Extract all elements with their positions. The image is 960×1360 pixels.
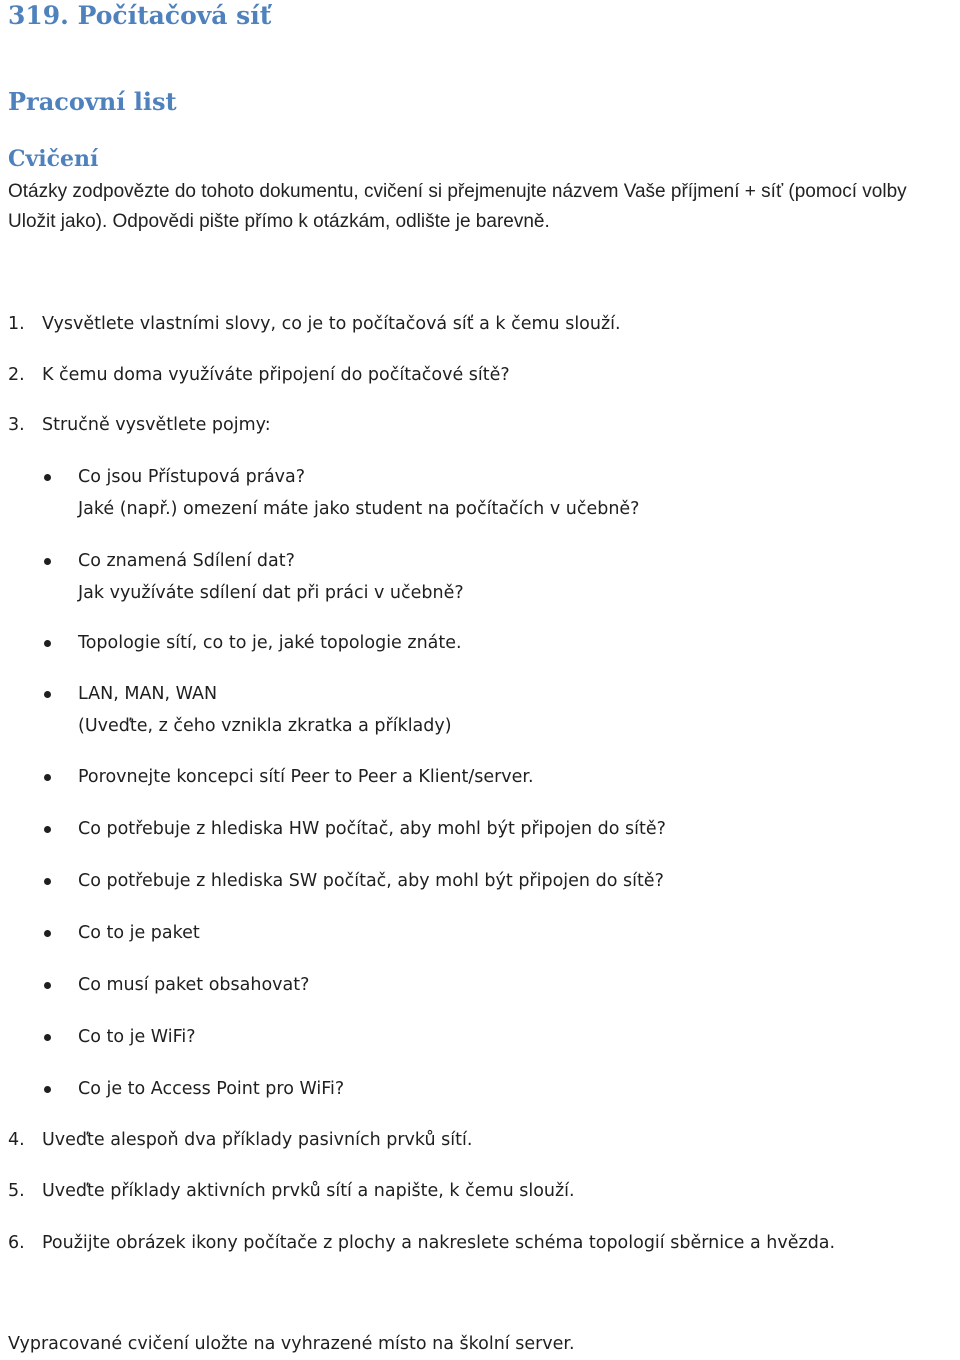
intro-paragraph: Otázky zodpovězte do tohoto dokumentu, cvičení si přejmenujte názvem Vaše příjmení + síť (pomocí volby Uložit jako). Odpovědi pište přímo k otázkám, odlište je barevně. xyxy=(8,181,907,232)
bullet-icon xyxy=(44,474,51,481)
list-item-text: Co znamená Sdílení dat? xyxy=(78,551,295,571)
bullet-icon xyxy=(44,930,51,937)
question-text: K čemu doma využíváte připojení do počítačové sítě? xyxy=(42,365,510,385)
list-item-text: Co to je paket xyxy=(78,923,200,943)
list-item-text: Jak využíváte sdílení dat při práci v učebně? xyxy=(78,583,464,603)
list-item-text: Topologie sítí, co to je, jaké topologie znáte. xyxy=(78,633,462,653)
list-item-text: Co je to Access Point pro WiFi? xyxy=(78,1079,345,1099)
bullet-icon xyxy=(44,826,51,833)
question-text: Použijte obrázek ikony počítače z plochy a nakreslete schéma topologií sběrnice a hvězda. xyxy=(42,1233,836,1253)
question-number: 3. xyxy=(8,415,25,435)
question-text: Uveďte příklady aktivních prvků sítí a napište, k čemu slouží. xyxy=(42,1181,575,1201)
bullet-icon xyxy=(44,558,51,565)
question-number: 5. xyxy=(8,1181,25,1201)
list-item-text: LAN, MAN, WAN xyxy=(78,684,218,704)
exercise-heading: Cvičení xyxy=(8,146,99,172)
question-number: 1. xyxy=(8,314,25,334)
list-item-text: Porovnejte koncepci sítí Peer to Peer a Klient/server. xyxy=(78,767,534,787)
list-item-text: Jaké (např.) omezení máte jako student na počítačích v učebně? xyxy=(78,499,640,519)
bullet-icon xyxy=(44,774,51,781)
bullet-icon xyxy=(44,640,51,647)
question-number: 6. xyxy=(8,1233,25,1253)
list-item-text: Co jsou Přístupová práva? xyxy=(78,467,306,487)
question-text: Uveďte alespoň dva příklady pasivních prvků sítí. xyxy=(42,1130,473,1150)
list-item-text: Co musí paket obsahovat? xyxy=(78,975,310,995)
bullet-icon xyxy=(44,878,51,885)
page-title: 319. Počítačová síť xyxy=(8,1,272,30)
question-text: Stručně vysvětlete pojmy: xyxy=(42,415,271,435)
question-number: 4. xyxy=(8,1130,25,1150)
worksheet-heading: Pracovní list xyxy=(8,87,177,116)
list-item-text: Co to je WiFi? xyxy=(78,1027,196,1047)
list-item-text: Co potřebuje z hlediska HW počítač, aby mohl být připojen do sítě? xyxy=(78,819,666,839)
bullet-icon xyxy=(44,1086,51,1093)
footer-note: Vypracované cvičení uložte na vyhrazené místo na školní server. xyxy=(8,1334,575,1354)
bullet-icon xyxy=(44,1034,51,1041)
question-text: Vysvětlete vlastními slovy, co je to počítačová síť a k čemu slouží. xyxy=(42,314,621,334)
question-number: 2. xyxy=(8,365,25,385)
bullet-icon xyxy=(44,691,51,698)
list-item-text: Co potřebuje z hlediska SW počítač, aby mohl být připojen do sítě? xyxy=(78,871,664,891)
bullet-icon xyxy=(44,982,51,989)
list-item-text: (Uveďte, z čeho vznikla zkratka a příklady) xyxy=(78,716,452,736)
